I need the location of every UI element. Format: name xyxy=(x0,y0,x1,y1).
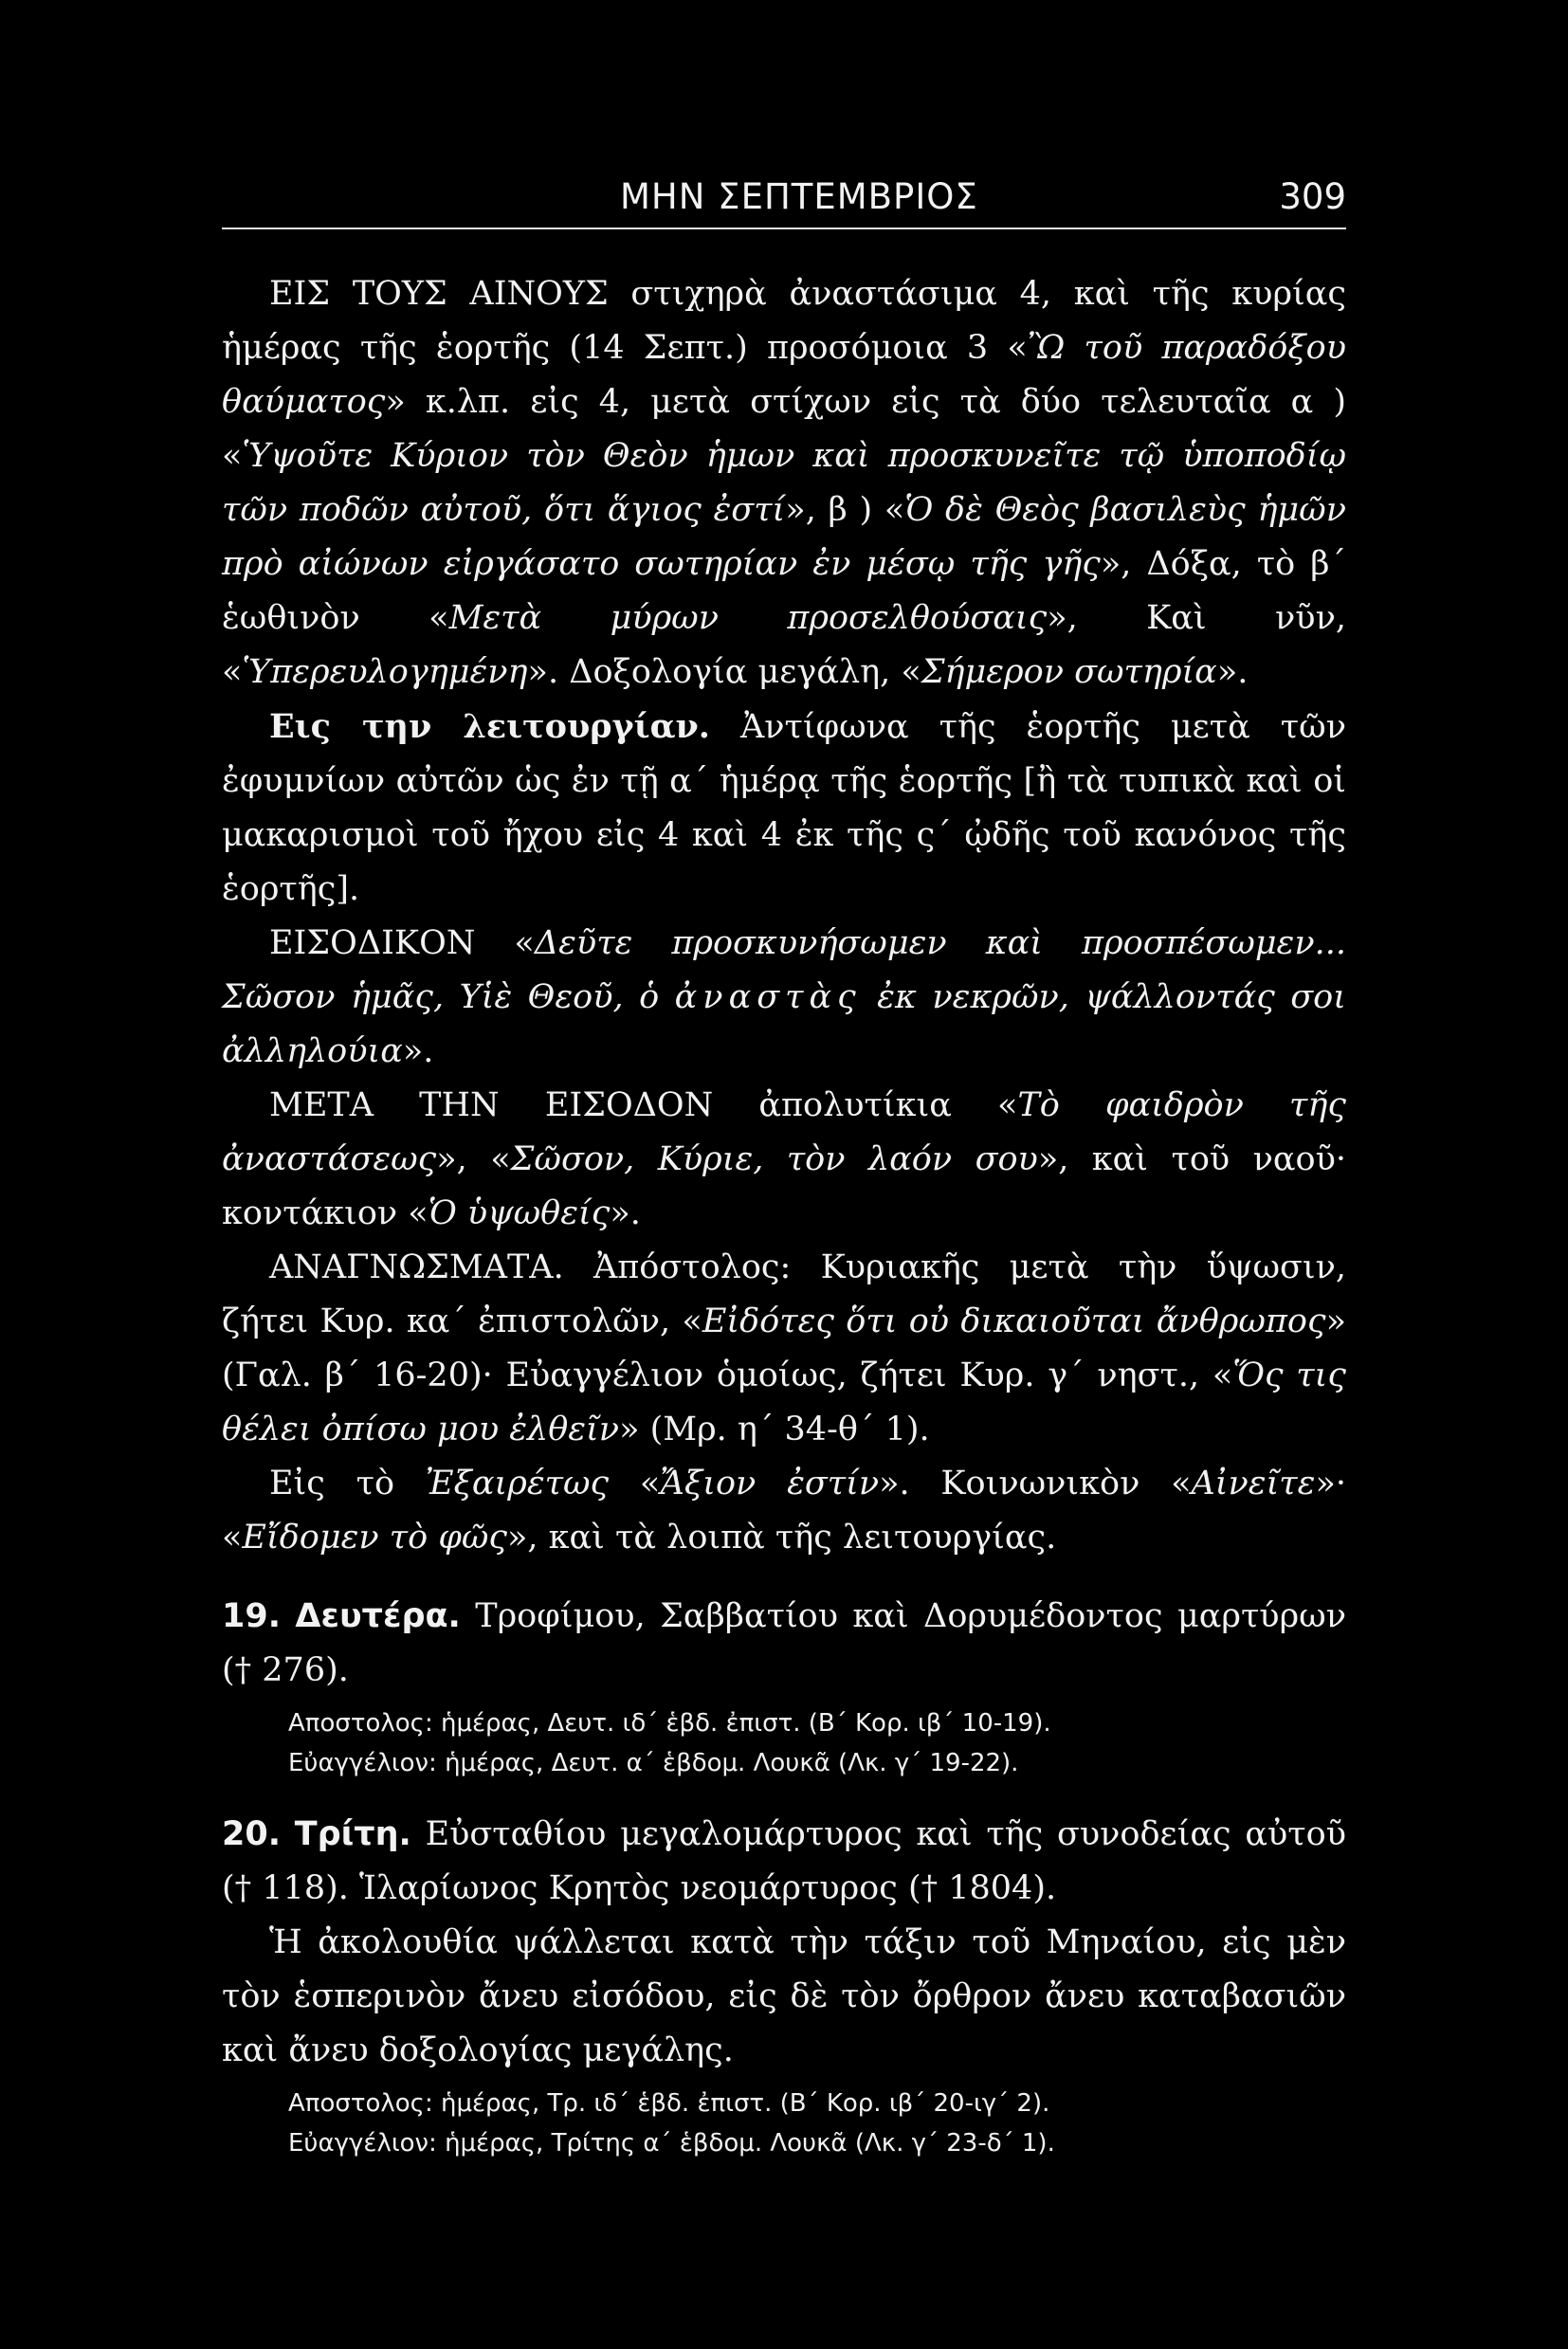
day-20-readings xyxy=(222,2084,1346,2163)
hymn-incipit: Ἄξιον ἐστίν xyxy=(660,1465,880,1502)
hymn-incipit: Ὁ ὑψωθείς xyxy=(428,1194,611,1232)
verse-incipit: Ὁ δὲ Θεὸς βασιλεὺς ἡμῶν πρὸ αἰώνων εἰργάσατο σωτηρίαν ἐν μέσῳ τῆς γῆς xyxy=(222,491,1346,583)
text-run: ». Δοξολογία μεγάλη, « xyxy=(527,653,921,691)
readings-paragraph xyxy=(222,1241,1346,1457)
weekday-name: Δευτέρα. xyxy=(295,1597,461,1635)
hymn-incipit: Σῶσον, Κύριε, τὸν λαόν σου xyxy=(510,1140,1038,1178)
text-run: ». xyxy=(402,1032,434,1070)
hymn-incipit: Ὑπερευλογημένη xyxy=(242,653,528,691)
reading-incipit: Εἰδότες ὅτι οὐ δικαιοῦται ἄνθρωπος xyxy=(702,1302,1326,1340)
text-run: ». xyxy=(610,1194,641,1232)
saints-commemorated: Τροφίμου, Σαββατίου καὶ Δορυμέδοντος μαρτύρων († 276). xyxy=(222,1597,1346,1689)
text-run: Ἀντίφωνα τῆς ἑορτῆς μετὰ τῶν ἐφυμνίων αὐτῶν ὡς ἐν τῇ α΄ ἡμέρᾳ τῆς ἑορτῆς [ἢ τὰ τυπικὰ καὶ οἱ μακαρισμοὶ τοῦ ἤχου εἰς 4 καὶ 4 ἐκ τῆς ς΄ ᾠδῆς τοῦ κανόνος τῆς ἑορτῆς]. xyxy=(222,708,1346,908)
text-run: » (Γαλ. β΄ 16-20)· Εὐαγγέλιον ὁμοίως, ζήτει Κυρ. γ΄ νηστ., « xyxy=(222,1302,1346,1394)
eisodikon-paragraph xyxy=(222,917,1346,1079)
day-20-entry xyxy=(222,1808,1346,2163)
body-text xyxy=(222,267,1346,2163)
text-run: ». Κοινωνικὸν « xyxy=(879,1465,1192,1502)
hymn-incipit: Αἰνεῖτε xyxy=(1191,1465,1316,1502)
hymn-incipit: Ὢ τοῦ παραδόξου θαύματος xyxy=(222,329,1346,421)
text-run: « xyxy=(609,1465,661,1502)
text-run: ΜΕΤΑ ΤΗΝ ΕΙΣΟΔΟΝ ἀπολυτίκια « xyxy=(269,1086,1018,1124)
gospel-reading: Εὐαγγέλιον: ἡμέρας, Τρίτης α΄ ἑβδομ. Λουκᾶ (Λκ. γ΄ 23-δ΄ 1). xyxy=(288,2129,1055,2158)
text-run: », Δόξα, τὸ β΄ ἑωθινὸν « xyxy=(222,545,1346,637)
service-order-note: Ἡ ἀκολουθία ψάλλεται κατὰ τὴν τάξιν τοῦ Μηναίου, εἰς μὲν τὸν ἑσπερινὸν ἄνευ εἰσόδου, εἰς δὲ τὸν ὄρθρον ἄνευ καταβασιῶν καὶ ἄνευ δοξολογίας μεγάλης. xyxy=(222,1923,1346,2069)
verse-incipit: Ὑψοῦτε Κύριον τὸν Θεὸν ἡμων καὶ προσκυνεῖτε τῷ ὑποποδίῳ τῶν ποδῶν αὐτοῦ, ὅτι ἅγιος ἐστί xyxy=(222,437,1346,529)
day-20-heading xyxy=(222,1808,1346,1916)
after-entrance-paragraph xyxy=(222,1079,1346,1241)
running-title: ΜΗΝ ΣΕΠΤΕΜΒΡΙΟΣ xyxy=(620,176,978,217)
text-run: Εἰς τὸ xyxy=(269,1465,426,1502)
text-run: », β ) « xyxy=(785,491,905,529)
text-run: », « xyxy=(436,1140,511,1178)
text-run: », Καὶ νῦν, « xyxy=(222,599,1346,691)
text-run: »· « xyxy=(222,1465,1346,1557)
praises-paragraph xyxy=(222,267,1346,700)
hymn-incipit: Δεῦτε προσκυνήσωμεν καὶ προσπέσωμεν... Σῶσον ἡμᾶς, Υἱὲ Θεοῦ, ὁ xyxy=(222,924,1346,1016)
hymn-incipit: Σήμερον σωτηρία xyxy=(921,653,1217,691)
day-19-readings xyxy=(222,1703,1346,1783)
hymn-incipit: Τὸ φαιδρὸν τῆς ἀναστάσεως xyxy=(222,1086,1346,1178)
spaced-word: ἀναστὰς xyxy=(674,978,862,1016)
day-number: 20. xyxy=(222,1815,282,1853)
day-19-entry xyxy=(222,1590,1346,1783)
hymn-incipit: Μετὰ μύρων προσελθούσαις xyxy=(448,599,1048,637)
apostle-reading: Αποστολος: ἡμέρας, Τρ. ιδ΄ ἑβδ. ἐπιστ. (Β΄ Κορ. ιβ΄ 20-ιγ΄ 2). xyxy=(288,2089,1050,2118)
hymn-incipit: Ἐξαιρέτως xyxy=(425,1465,610,1502)
hymn-incipit: Εἴδομεν τὸ φῶς xyxy=(242,1519,507,1557)
text-run: » (Μρ. η΄ 34-θ΄ 1). xyxy=(619,1411,930,1448)
text-run: ΕΙΣΟΔΙΚΟΝ « xyxy=(269,924,535,962)
text-run: ». xyxy=(1216,653,1249,691)
book-page xyxy=(222,171,1346,2163)
saints-commemorated: Εὐσταθίου μεγαλομάρτυρος καὶ τῆς συνοδείας αὐτοῦ († 118). Ἱλαρίωνος Κρητὸς νεομάρτυρος († 1804). xyxy=(222,1815,1346,1907)
section-heading: Εις την λειτουργίαν. xyxy=(269,707,710,746)
reading-incipit: Ὅς τις θέλει ὀπίσω μου ἐλθεῖν xyxy=(222,1357,1346,1448)
apostle-reading: Αποστολος: ἡμέρας, Δευτ. ιδ΄ ἑβδ. ἐπιστ. (Β΄ Κορ. ιβ΄ 10-19). xyxy=(288,1709,1051,1738)
communion-paragraph xyxy=(222,1457,1346,1565)
text-run: », καὶ τοῦ ναοῦ· κοντάκιον « xyxy=(222,1140,1346,1232)
liturgy-paragraph xyxy=(222,700,1346,917)
text-run: » κ.λπ. εἰς 4, μετὰ στίχων εἰς τὰ δύο τελευταῖα α ) « xyxy=(222,383,1346,475)
text-run: ΕΙΣ ΤΟΥΣ ΑΙΝΟΥΣ στιχηρὰ ἀναστάσιμα 4, καὶ τῆς κυρίας ἡμέρας τῆς ἑορτῆς (14 Σεπτ.) προσόμοια 3 « xyxy=(222,275,1346,367)
running-header xyxy=(222,171,1346,229)
text-run: ΑΝΑΓΝΩΣΜΑΤΑ. Ἀπόστολος: Κυριακῆς μετὰ τὴν ὕψωσιν, ζήτει Κυρ. κα΄ ἐπιστολῶν, « xyxy=(222,1248,1346,1340)
gospel-reading: Εὐαγγέλιον: ἡμέρας, Δευτ. α΄ ἑβδομ. Λουκᾶ (Λκ. γ΄ 19-22). xyxy=(288,1749,1019,1777)
weekday-name: Τρίτη. xyxy=(294,1815,411,1853)
day-number: 19. xyxy=(222,1597,282,1635)
hymn-incipit: ἐκ νεκρῶν, ψάλλοντάς σοι ἀλληλούια xyxy=(222,978,1346,1070)
page-number: 309 xyxy=(1279,176,1346,217)
day-19-heading xyxy=(222,1590,1346,1698)
text-run: », καὶ τὰ λοιπὰ τῆς λειτουργίας. xyxy=(506,1519,1057,1557)
